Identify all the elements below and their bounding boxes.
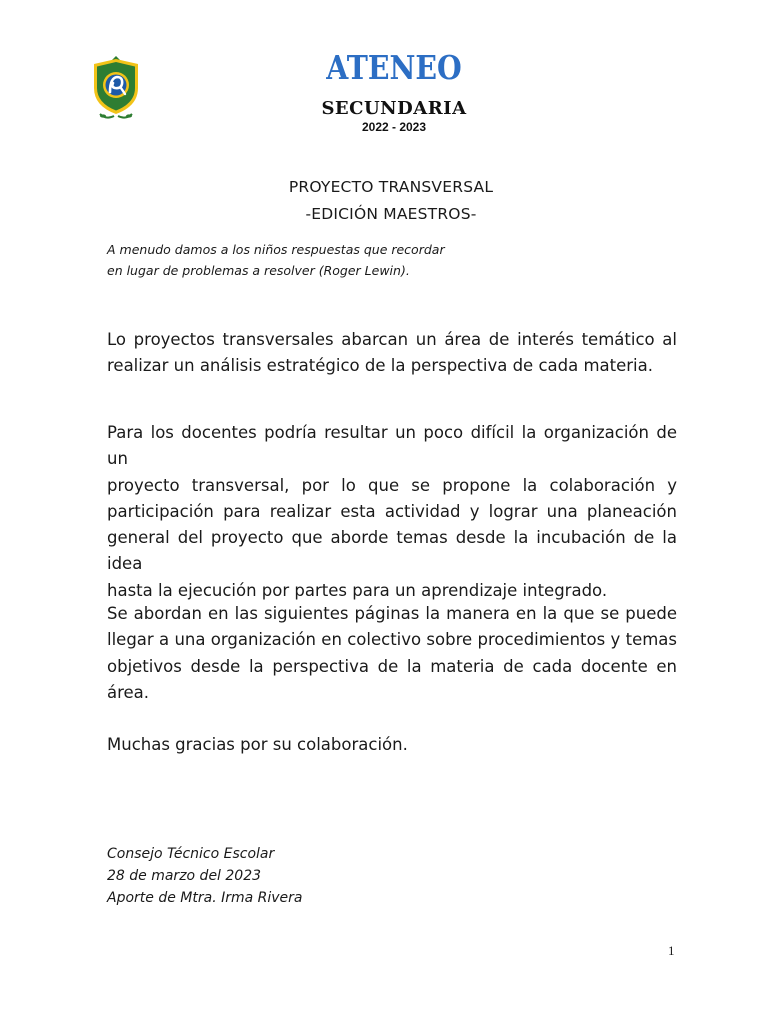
signature-line: Aporte de Mtra. Irma Rivera: [107, 890, 303, 906]
paragraph-line: Lo proyectos transversales abarcan un área de interés temático al: [107, 330, 677, 349]
body-paragraph-4: [107, 732, 677, 758]
paragraph-line: general del proyecto que aborde temas desde la incubación de la idea: [107, 528, 677, 574]
paragraph-line: proyecto transversal, por lo que se propone la colaboración y: [107, 475, 677, 495]
quote-line: en lugar de problemas a resolver (Roger Lewin).: [107, 263, 410, 278]
brand-subtitle: SECUNDARIA: [321, 98, 467, 119]
signature-block: [107, 843, 303, 909]
body-paragraph-2: [107, 420, 677, 604]
quote-line: A menudo damos a los niños respuestas que recordar: [107, 242, 445, 257]
signature-line: 28 de marzo del 2023: [107, 868, 262, 884]
paragraph-line: participación para realizar esta actividad y lograr una planeación: [107, 501, 677, 521]
paragraph-line: Muchas gracias por su colaboración.: [107, 735, 408, 754]
school-year: 2022 - 2023: [361, 120, 427, 134]
paragraph-line: Para los docentes podría resultar un poco difícil la organización de un: [107, 423, 677, 469]
epigraph-quote: [107, 239, 445, 281]
body-paragraph-1: [107, 327, 677, 380]
paragraph-line: hasta la ejecución por partes para un aprendizaje integrado.: [107, 580, 608, 600]
project-edition: -EDICIÓN MAESTROS-: [305, 205, 477, 223]
project-title: PROYECTO TRANSVERSAL: [288, 178, 494, 196]
signature-line: Consejo Técnico Escolar: [107, 846, 275, 862]
page-number: 1: [668, 943, 675, 958]
brand-title: ATENEO: [326, 48, 462, 87]
body-paragraph-3: [107, 601, 677, 706]
paragraph-line: Se abordan en las siguientes páginas la manera en la que se puede: [107, 604, 677, 623]
paragraph-line: objetivos desde la perspectiva de la materia de cada docente en área.: [107, 656, 677, 702]
paragraph-line: realizar un análisis estratégico de la perspectiva de cada materia.: [107, 356, 653, 376]
paragraph-line: llegar a una organización en colectivo sobre procedimientos y temas: [107, 630, 677, 650]
